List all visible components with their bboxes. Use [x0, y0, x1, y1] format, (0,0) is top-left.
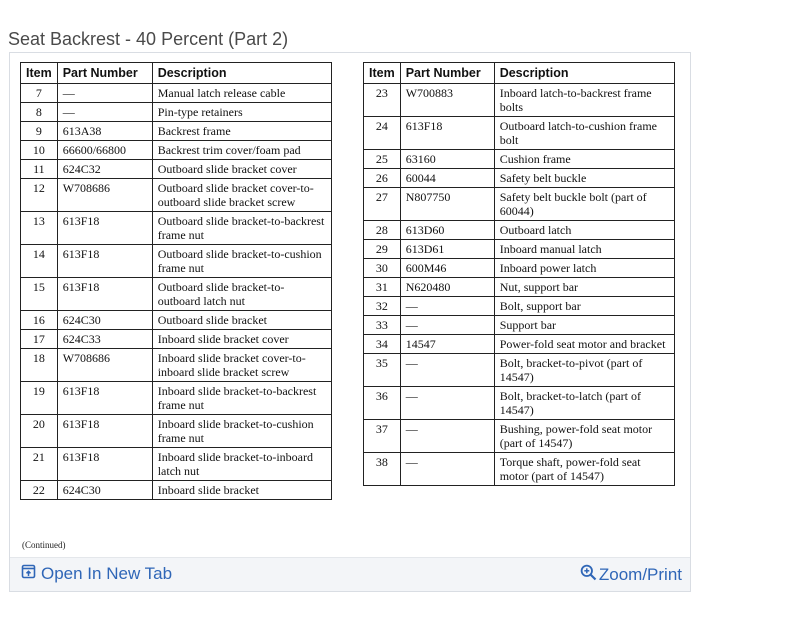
part-number-cell: — — [400, 354, 494, 387]
description-cell: Bushing, power-fold seat motor (part of 14547) — [494, 420, 674, 453]
item-cell: 35 — [364, 354, 401, 387]
part-number-cell: 624C30 — [57, 311, 152, 330]
header-description: Description — [152, 63, 331, 84]
part-number-cell: — — [57, 103, 152, 122]
table-row — [364, 221, 675, 240]
item-cell: 25 — [364, 150, 401, 169]
open-in-new-tab-label: Open In New Tab — [41, 564, 173, 583]
item-cell: 31 — [364, 278, 401, 297]
part-number-cell: — — [400, 387, 494, 420]
description-cell: Outboard latch — [494, 221, 674, 240]
part-number-cell: N807750 — [400, 188, 494, 221]
table-row — [364, 354, 675, 387]
header-item: Item — [364, 63, 401, 84]
item-cell: 30 — [364, 259, 401, 278]
part-number-cell: 613D60 — [400, 221, 494, 240]
item-cell: 10 — [21, 141, 58, 160]
part-number-cell: 613F18 — [57, 278, 152, 311]
description-cell: Manual latch release cable — [152, 84, 331, 103]
part-number-cell: — — [400, 453, 494, 486]
description-cell: Pin-type retainers — [152, 103, 331, 122]
part-number-cell: 613F18 — [57, 212, 152, 245]
table-row — [21, 103, 332, 122]
item-cell: 28 — [364, 221, 401, 240]
table-row — [21, 84, 332, 103]
table-row — [21, 122, 332, 141]
part-number-cell: 613F18 — [57, 245, 152, 278]
item-cell: 21 — [21, 448, 58, 481]
description-cell: Outboard slide bracket cover-to-outboard slide bracket screw — [152, 179, 331, 212]
table-row — [364, 117, 675, 150]
table-row — [21, 481, 332, 500]
table-row — [21, 448, 332, 481]
table-row — [364, 420, 675, 453]
table-row — [21, 330, 332, 349]
zoom-print-label: Zoom/Print — [598, 565, 682, 584]
table-row — [21, 382, 332, 415]
description-cell: Inboard power latch — [494, 259, 674, 278]
header-part-number: Part Number — [57, 63, 152, 84]
table-row — [364, 169, 675, 188]
description-cell: Outboard slide bracket-to-outboard latch nut — [152, 278, 331, 311]
table-row — [21, 179, 332, 212]
table-row — [364, 297, 675, 316]
description-cell: Inboard slide bracket-to-cushion frame nut — [152, 415, 331, 448]
part-number-cell: — — [400, 316, 494, 335]
description-cell: Backrest trim cover/foam pad — [152, 141, 331, 160]
table-row — [364, 150, 675, 169]
table-row — [364, 240, 675, 259]
table-row — [364, 387, 675, 420]
description-cell: Bolt, bracket-to-pivot (part of 14547) — [494, 354, 674, 387]
description-cell: Inboard latch-to-backrest frame bolts — [494, 84, 674, 117]
part-number-cell: 613F18 — [57, 415, 152, 448]
description-cell: Support bar — [494, 316, 674, 335]
table-header-row — [364, 63, 675, 84]
item-cell: 15 — [21, 278, 58, 311]
item-cell: 20 — [21, 415, 58, 448]
description-cell: Inboard slide bracket cover — [152, 330, 331, 349]
table-row — [21, 349, 332, 382]
description-cell: Inboard slide bracket — [152, 481, 331, 500]
item-cell: 14 — [21, 245, 58, 278]
header-part-number: Part Number — [400, 63, 494, 84]
description-cell: Nut, support bar — [494, 278, 674, 297]
description-cell: Outboard latch-to-cushion frame bolt — [494, 117, 674, 150]
part-number-cell: 613F18 — [57, 382, 152, 415]
footer-bar — [10, 557, 690, 591]
parts-table-left — [20, 62, 332, 500]
item-cell: 33 — [364, 316, 401, 335]
parts-diagram-card — [9, 52, 691, 592]
item-cell: 23 — [364, 84, 401, 117]
table-header-row — [21, 63, 332, 84]
part-number-cell: W700883 — [400, 84, 494, 117]
item-cell: 22 — [21, 481, 58, 500]
item-cell: 12 — [21, 179, 58, 212]
part-number-cell: 613F18 — [400, 117, 494, 150]
part-number-cell: W708686 — [57, 179, 152, 212]
item-cell: 18 — [21, 349, 58, 382]
description-cell: Inboard slide bracket-to-backrest frame nut — [152, 382, 331, 415]
part-number-cell: N620480 — [400, 278, 494, 297]
item-cell: 32 — [364, 297, 401, 316]
item-cell: 34 — [364, 335, 401, 354]
table-row — [21, 245, 332, 278]
item-cell: 26 — [364, 169, 401, 188]
item-cell: 16 — [21, 311, 58, 330]
description-cell: Torque shaft, power-fold seat motor (part of 14547) — [494, 453, 674, 486]
table-row — [21, 141, 332, 160]
table-row — [364, 335, 675, 354]
table-row — [21, 278, 332, 311]
description-cell: Backrest frame — [152, 122, 331, 141]
header-description: Description — [494, 63, 674, 84]
item-cell: 37 — [364, 420, 401, 453]
item-cell: 11 — [21, 160, 58, 179]
item-cell: 27 — [364, 188, 401, 221]
description-cell: Bolt, support bar — [494, 297, 674, 316]
description-cell: Outboard slide bracket — [152, 311, 331, 330]
part-number-cell: 613A38 — [57, 122, 152, 141]
table-row — [364, 84, 675, 117]
part-number-cell: 63160 — [400, 150, 494, 169]
open-in-new-tab-icon — [21, 564, 36, 584]
table-row — [364, 188, 675, 221]
table-row — [21, 311, 332, 330]
description-cell: Inboard slide bracket cover-to-inboard slide bracket screw — [152, 349, 331, 382]
item-cell: 7 — [21, 84, 58, 103]
item-cell: 8 — [21, 103, 58, 122]
part-number-cell: 600M46 — [400, 259, 494, 278]
parts-table-right — [363, 62, 675, 486]
item-cell: 17 — [21, 330, 58, 349]
page-title: Seat Backrest - 40 Percent (Part 2) — [8, 29, 289, 49]
part-number-cell: W708686 — [57, 349, 152, 382]
item-cell: 9 — [21, 122, 58, 141]
part-number-cell: 624C32 — [57, 160, 152, 179]
part-number-cell: 624C33 — [57, 330, 152, 349]
table-row — [364, 316, 675, 335]
part-number-cell: 60044 — [400, 169, 494, 188]
part-number-cell: 613D61 — [400, 240, 494, 259]
description-cell: Bolt, bracket-to-latch (part of 14547) — [494, 387, 674, 420]
description-cell: Power-fold seat motor and bracket — [494, 335, 674, 354]
item-cell: 19 — [21, 382, 58, 415]
description-cell: Safety belt buckle — [494, 169, 674, 188]
magnifier-plus-icon — [580, 564, 597, 586]
continued-note: (Continued) — [22, 540, 66, 550]
part-number-cell: 14547 — [400, 335, 494, 354]
description-cell: Safety belt buckle bolt (part of 60044) — [494, 188, 674, 221]
description-cell: Inboard slide bracket-to-inboard latch nut — [152, 448, 331, 481]
table-row — [364, 453, 675, 486]
description-cell: Outboard slide bracket-to-backrest frame nut — [152, 212, 331, 245]
description-cell: Cushion frame — [494, 150, 674, 169]
table-row — [364, 259, 675, 278]
table-row — [21, 212, 332, 245]
part-number-cell: 624C30 — [57, 481, 152, 500]
part-number-cell: 66600/66800 — [57, 141, 152, 160]
item-cell: 36 — [364, 387, 401, 420]
part-number-cell: — — [400, 420, 494, 453]
description-cell: Outboard slide bracket-to-cushion frame nut — [152, 245, 331, 278]
table-row — [364, 278, 675, 297]
table-row — [21, 415, 332, 448]
item-cell: 29 — [364, 240, 401, 259]
part-number-cell: 613F18 — [57, 448, 152, 481]
zoom-print-link[interactable] — [580, 564, 682, 586]
table-row — [21, 160, 332, 179]
description-cell: Outboard slide bracket cover — [152, 160, 331, 179]
header-item: Item — [21, 63, 58, 84]
item-cell: 38 — [364, 453, 401, 486]
part-number-cell: — — [57, 84, 152, 103]
item-cell: 24 — [364, 117, 401, 150]
item-cell: 13 — [21, 212, 58, 245]
open-in-new-tab-link[interactable] — [21, 564, 172, 584]
description-cell: Inboard manual latch — [494, 240, 674, 259]
part-number-cell: — — [400, 297, 494, 316]
